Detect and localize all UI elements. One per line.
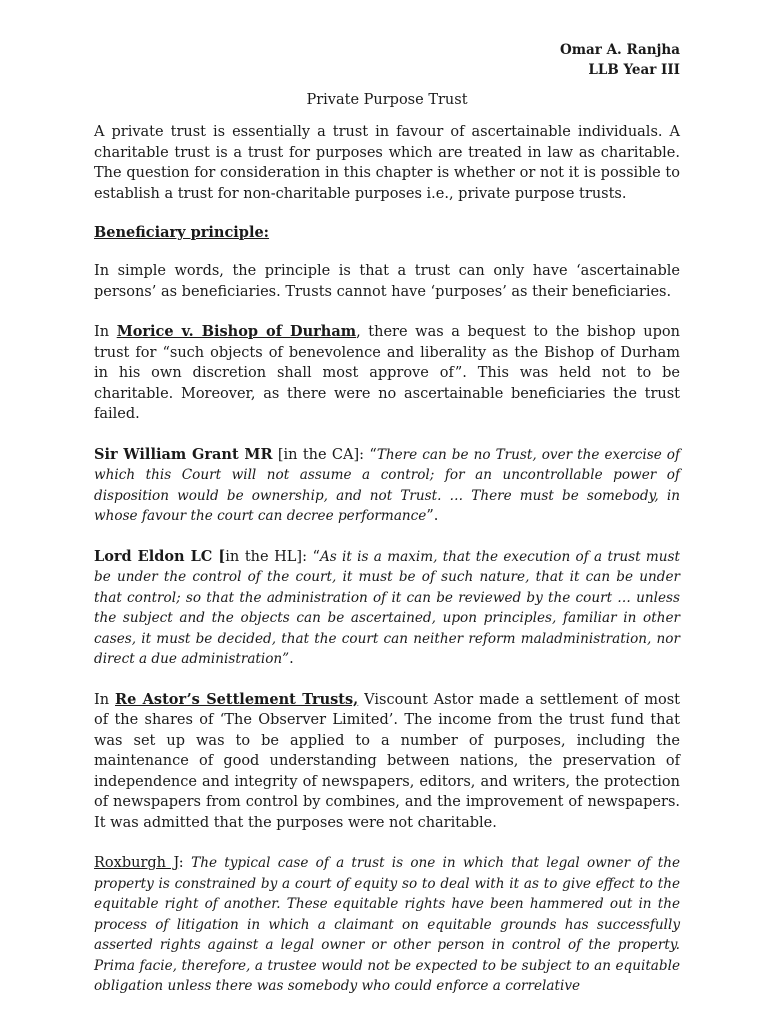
grant-court: [in the CA]: “	[272, 446, 377, 463]
roxburgh-colon: :	[178, 855, 192, 871]
morice-lead: In	[94, 324, 117, 340]
morice-text: , there was a bequest to the bishop upon trust for “such objects of benevolence and liberality as the Bishop of Durham in his own discretion shall most approve of”. This was held not to be charitable. Moreover, as there were no ascertainable beneficiaries the trust failed.	[94, 324, 681, 422]
case-name-astor: Re Astor’s Settlement Trusts,	[115, 690, 359, 708]
author-name: Omar A. Ranjha	[559, 42, 680, 58]
judge-name-eldon: Lord Eldon LC [	[94, 547, 226, 565]
principle-paragraph: In simple words, the principle is that a trust can only have ‘ascertainable persons’ as beneficiaries. Trusts cannot have ‘purposes’ as their beneficiaries.	[94, 263, 680, 300]
roxburgh-quote: The typical case of a trust is one in which that legal owner of the property is constrained by a court of equity so to deal with it as to give effect to the equitable right of another. These equitable rights have been hammered out in the process of litigation in which a claimant on equitable grounds has successfully asserted rights against a legal owner or other person in control of the property. Prima facie, therefore, a trustee would not be expected to be subject to an equitable obligation unless there was somebody who could enforce a correlative	[94, 855, 680, 994]
course-label: LLB Year III	[588, 62, 680, 78]
astor-paragraph	[94, 690, 680, 834]
case-name-morice: Morice v. Bishop of Durham	[116, 323, 357, 340]
page-title: Private Purpose Trust	[306, 92, 468, 108]
grant-paragraph	[94, 445, 680, 527]
roxburgh-paragraph	[94, 853, 680, 997]
astor-lead: In	[94, 691, 116, 708]
grant-end: ”.	[426, 508, 439, 524]
eldon-end: .	[289, 651, 294, 667]
eldon-court: in the HL]: “	[225, 548, 320, 565]
astor-text: Viscount Astor made a settlement of most of the shares of ‘The Observer Limited’. The income from the trust fund that was set up was to be applied to a number of purposes, including the maintenance of good understanding between nations, the preservation of independence and integrity of newspapers, editors, and writers, the protection of newspapers from control by combines, and the improvement of newspapers. It was admitted that the purposes were not charitable.	[94, 691, 680, 831]
eldon-paragraph	[94, 547, 680, 670]
grant-quote: There can be no Trust, over the exercise of which this Court will not assume a control; for an uncontrollable power of disposition would be ownership, and not Trust. … There must be somebody, in whose favour the court can decree performance	[94, 446, 681, 524]
judge-name-grant: Sir William Grant MR	[94, 445, 273, 463]
intro-paragraph: A private trust is essentially a trust in favour of ascertainable individuals. A charitable trust is a trust for purposes which are treated in law as charitable. The question for consideration in this chapter is whether or not it is possible to establish a trust for non-charitable purposes i.e., private purpose trusts.	[94, 124, 680, 202]
eldon-quote: As it is a maxim, that the execution of a trust must be under the control of the court, it must be of such nature, that it can be under that control; so that the administration of it can be reviewed by the court … unless the subject and the objects can be ascertained, upon principles, familiar in other cases, it must be decided, that the court can neither reform maladministration, nor direct a due administration”	[94, 548, 680, 667]
section-heading: Beneficiary principle:	[94, 224, 270, 241]
morice-paragraph	[94, 322, 680, 425]
judge-name-roxburgh: Roxburgh J	[94, 855, 179, 871]
